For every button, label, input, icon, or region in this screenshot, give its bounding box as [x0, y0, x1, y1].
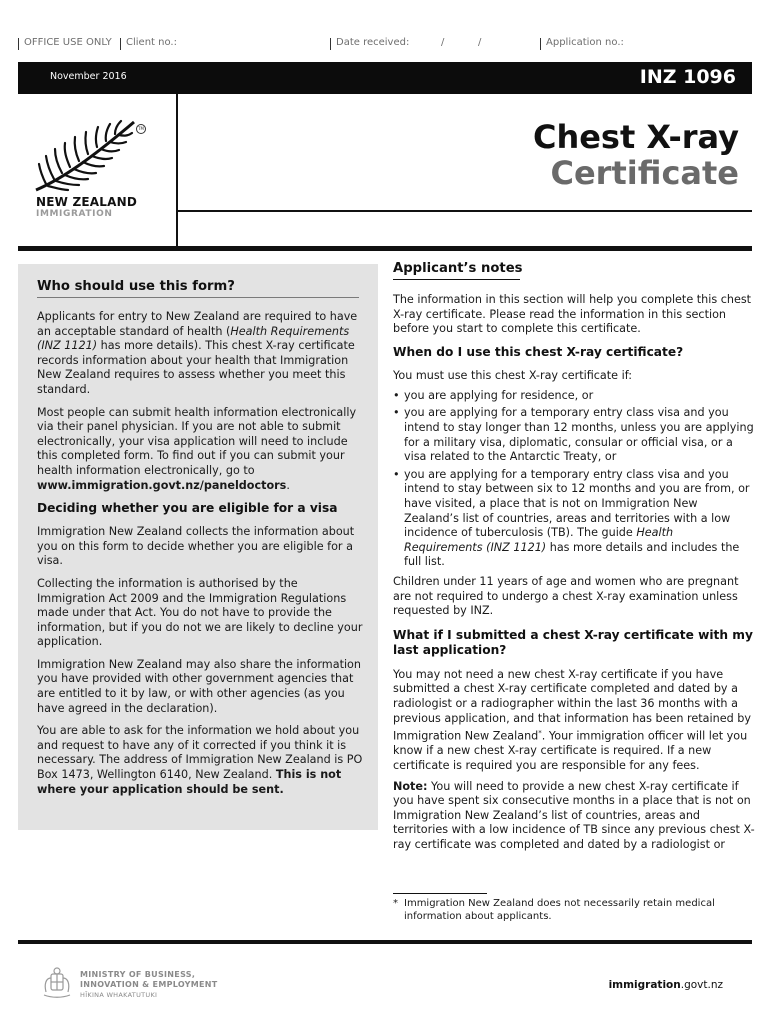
criteria-list	[393, 389, 755, 570]
paragraph: Immigration New Zealand collects the information about you on this form to decide whether you are eligible for a visa.	[37, 525, 355, 568]
footer-rule	[18, 940, 752, 944]
paragraph: The information in this section will help you complete this chest X-ray certificate. Please read the information in this section before you start to complete this certificate.	[393, 293, 752, 336]
silver-fern-icon	[34, 118, 140, 194]
who-should-use-panel	[18, 264, 378, 830]
office-use-label: OFFICE USE ONLY	[24, 37, 112, 48]
date-separator: /	[441, 37, 445, 48]
what-if-heading: What if I submitted a chest X-ray certificate with my last application?	[393, 627, 753, 658]
paragraph: Immigration New Zealand may also share the information you have provided with other government agencies that are entitled to it by law, or with other agencies (as you have agreed in the declaration).	[37, 657, 361, 715]
footnote-rule	[393, 893, 487, 894]
website-link[interactable]: immigration.govt.nz	[608, 979, 723, 991]
list-item: • you are applying for residence, or	[393, 389, 755, 404]
application-no-field[interactable]: Application no.:	[546, 37, 624, 48]
client-no-field[interactable]: Client no.:	[126, 37, 177, 48]
paragraph: Collecting the information is authorised by the Immigration Act 2009 and the Immigration Regulations made under that Act. You do not have to provide the information, but if you do not we are likely to decline your application.	[37, 576, 363, 649]
title-rule	[178, 210, 752, 212]
footnote: * Immigration New Zealand does not necessarily retain medical information about applicants.	[393, 898, 715, 922]
when-heading: When do I use this chest X-ray certificate?	[393, 344, 684, 359]
header-divider	[176, 94, 178, 248]
list-item: • you are applying for a temporary entry class visa and you intend to stay longer than 12 months, unless you are applying for a military visa, diplomatic, consular or official visa, or a visa related to the Antarctic Treaty, or	[393, 406, 755, 464]
logo-line2: IMMIGRATION	[36, 209, 113, 219]
divider	[120, 38, 121, 50]
paragraph: You must use this chest X-ray certificate if:	[393, 369, 633, 383]
divider	[330, 38, 331, 50]
paragraph: You are able to ask for the information we hold about you and request to have any of it corrected if you think it is necessary. The address of Immigration New Zealand is PO Box 1473, Wellington 6140, New Zealand. This is not where your application should be sent.	[37, 724, 363, 796]
paragraph: Most people can submit health information electronically via their panel physician. If you are not able to submit electronically, your visa application will need to include this completed form. To find out if you can submit your health information electronically, go to www.immigration.govt.nz/paneldoctors.	[37, 405, 357, 492]
applicants-notes	[393, 261, 755, 859]
panel-heading: Who should use this form?	[37, 279, 235, 294]
page-title: Chest X-ray	[532, 118, 739, 156]
notes-heading: Applicant’s notes	[393, 261, 523, 276]
page-subtitle: Certificate	[550, 154, 739, 192]
coat-of-arms-icon	[40, 966, 74, 1000]
form-code: INZ 1096	[639, 66, 736, 88]
panel-doctors-link[interactable]: www.immigration.govt.nz/paneldoctors	[37, 478, 287, 492]
paragraph: Children under 11 years of age and women who are pregnant are not required to undergo a chest X-ray examination unless requested by INZ.	[393, 575, 739, 618]
header-bottom-rule	[18, 246, 752, 251]
trademark-icon: TM	[136, 124, 146, 134]
form-date: November 2016	[50, 71, 127, 82]
eligibility-heading: Deciding whether you are eligible for a visa	[37, 501, 338, 516]
paragraph: You may not need a new chest X-ray certificate if you have submitted a chest X-ray certificate completed and dated by a radiologist or a radiographer within the last 36 months with a previous application, and that information has been retained by Immigration New Zealand*. Your immigration officer will let you know if a new chest X-ray certificate is required. If a new certificate is required you are responsible for any fees.	[393, 667, 751, 773]
divider	[18, 38, 19, 50]
ministry-line3: HĪKINA WHAKATUTUKI	[80, 991, 158, 999]
header-banner	[18, 62, 752, 94]
divider	[540, 38, 541, 50]
logo-line1: NEW ZEALAND	[36, 195, 137, 209]
divider	[37, 297, 359, 298]
date-separator: /	[478, 37, 482, 48]
list-item: • you are applying for a temporary entry class visa and you intend to stay between six to 12 months and you are from, or have visited, a place that is not on Immigration New Zealand’s list of countries, areas and territories with a low incidence of tuberculosis (TB). The guide Health Requirements (INZ 1121) has more details and includes the full list.	[393, 468, 755, 570]
date-received-field[interactable]: Date received:	[336, 37, 410, 48]
ministry-line1: MINISTRY OF BUSINESS,	[80, 970, 196, 979]
office-use-strip	[18, 36, 752, 52]
paragraph: Note: You will need to provide a new chest X-ray certificate if you have spent six consecutive months in a place that is not on Immigration New Zealand’s list of countries, areas and territories with a low incidence of TB since any previous chest X-ray certificate was completed and dated by a radiologist or	[393, 779, 755, 852]
ministry-line2: INNOVATION & EMPLOYMENT	[80, 980, 218, 989]
divider	[393, 279, 520, 280]
paragraph: Applicants for entry to New Zealand are required to have an acceptable standard of health (Health Requirements (INZ 1121) has more details). This chest X-ray certificate records information about your health that Immigration New Zealand requires to assess whether you meet this standard.	[37, 310, 358, 396]
